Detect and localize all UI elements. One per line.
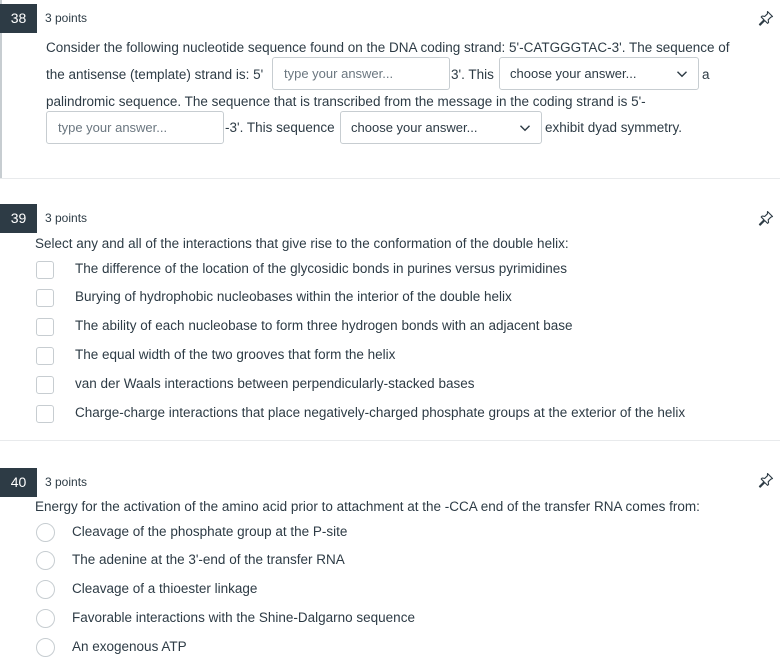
option-label: Cleavage of a thioester linkage bbox=[72, 581, 258, 596]
question-points: 3 points bbox=[45, 11, 88, 25]
radio-button[interactable] bbox=[36, 551, 55, 570]
question-stem-line-2a: the antisense (template) strand is: 5' bbox=[46, 67, 264, 82]
checkbox-option[interactable] bbox=[36, 374, 736, 396]
option-label: The difference of the location of the glycosidic bonds in purines versus pyrimidines bbox=[75, 261, 568, 276]
radio-button[interactable] bbox=[36, 638, 55, 657]
question-number: 39 bbox=[0, 204, 37, 233]
radio-button[interactable] bbox=[36, 523, 55, 542]
dropdown-value: choose your answer... bbox=[510, 66, 637, 81]
question-prompt: Energy for the activation of the amino acid prior to attachment at the -CCA end of the transfer RNA comes from: bbox=[35, 499, 700, 514]
option-label: The equal width of the two grooves that form the helix bbox=[75, 347, 396, 362]
question-38 bbox=[0, 0, 780, 178]
pin-icon[interactable] bbox=[758, 472, 774, 488]
answer-blank-antisense[interactable]: type your answer... bbox=[272, 57, 450, 90]
checkbox-option[interactable] bbox=[36, 287, 736, 309]
radio-option[interactable] bbox=[36, 522, 736, 544]
option-label: The adenine at the 3'-end of the transfer RNA bbox=[72, 552, 345, 567]
question-points: 3 points bbox=[45, 211, 88, 225]
question-stem-line-2c: a bbox=[702, 67, 710, 82]
checkbox[interactable] bbox=[36, 347, 54, 365]
question-39 bbox=[0, 179, 780, 440]
pin-icon[interactable] bbox=[758, 210, 774, 226]
checkbox-option[interactable] bbox=[36, 345, 736, 367]
radio-option[interactable] bbox=[36, 637, 736, 659]
radio-button[interactable] bbox=[36, 580, 55, 599]
option-label: Burying of hydrophobic nucleobases within the interior of the double helix bbox=[75, 289, 512, 304]
option-label: An exogenous ATP bbox=[72, 639, 187, 654]
question-stem-line-1: Consider the following nucleotide sequence found on the DNA coding strand: 5'-CATGGGTAC-3'. The sequence of bbox=[46, 40, 730, 55]
question-stem-line-4b: exhibit dyad symmetry. bbox=[545, 120, 683, 135]
question-40 bbox=[0, 441, 780, 669]
dropdown-dyad-symmetry[interactable] bbox=[340, 111, 542, 144]
question-stem-line-4a: -3'. This sequence bbox=[225, 120, 335, 135]
answer-blank-transcribed[interactable]: type your answer... bbox=[46, 111, 224, 144]
radio-option[interactable] bbox=[36, 579, 736, 601]
checkbox[interactable] bbox=[36, 376, 54, 394]
question-stem-line-3: palindromic sequence. The sequence that is transcribed from the message in the coding strand is 5'- bbox=[46, 94, 646, 109]
option-label: The ability of each nucleobase to form three hydrogen bonds with an adjacent base bbox=[75, 318, 573, 333]
dropdown-palindromic[interactable] bbox=[499, 57, 699, 90]
radio-option[interactable] bbox=[36, 550, 736, 572]
option-label: Cleavage of the phosphate group at the P-site bbox=[72, 524, 348, 539]
checkbox[interactable] bbox=[36, 261, 54, 279]
option-label: Favorable interactions with the Shine-Dalgarno sequence bbox=[72, 610, 415, 625]
checkbox-option[interactable] bbox=[36, 403, 736, 425]
dropdown-value: choose your answer... bbox=[351, 120, 478, 135]
pin-icon[interactable] bbox=[758, 10, 774, 26]
question-stem-line-2b: 3'. This bbox=[451, 67, 494, 82]
option-label: van der Waals interactions between perpendicularly-stacked bases bbox=[75, 376, 475, 391]
radio-option[interactable] bbox=[36, 608, 736, 630]
question-number: 40 bbox=[0, 468, 37, 497]
checkbox-option[interactable] bbox=[36, 316, 736, 338]
question-prompt: Select any and all of the interactions that give rise to the conformation of the double helix: bbox=[35, 236, 569, 251]
question-number: 38 bbox=[0, 4, 37, 33]
chevron-down-icon bbox=[676, 68, 688, 80]
chevron-down-icon bbox=[519, 122, 531, 134]
checkbox[interactable] bbox=[36, 405, 54, 423]
checkbox[interactable] bbox=[36, 318, 54, 336]
option-label: Charge-charge interactions that place negatively-charged phosphate groups at the exterior of the helix bbox=[75, 405, 686, 420]
question-points: 3 points bbox=[45, 475, 88, 489]
checkbox[interactable] bbox=[36, 289, 54, 307]
checkbox-option[interactable] bbox=[36, 259, 736, 281]
radio-button[interactable] bbox=[36, 609, 55, 628]
